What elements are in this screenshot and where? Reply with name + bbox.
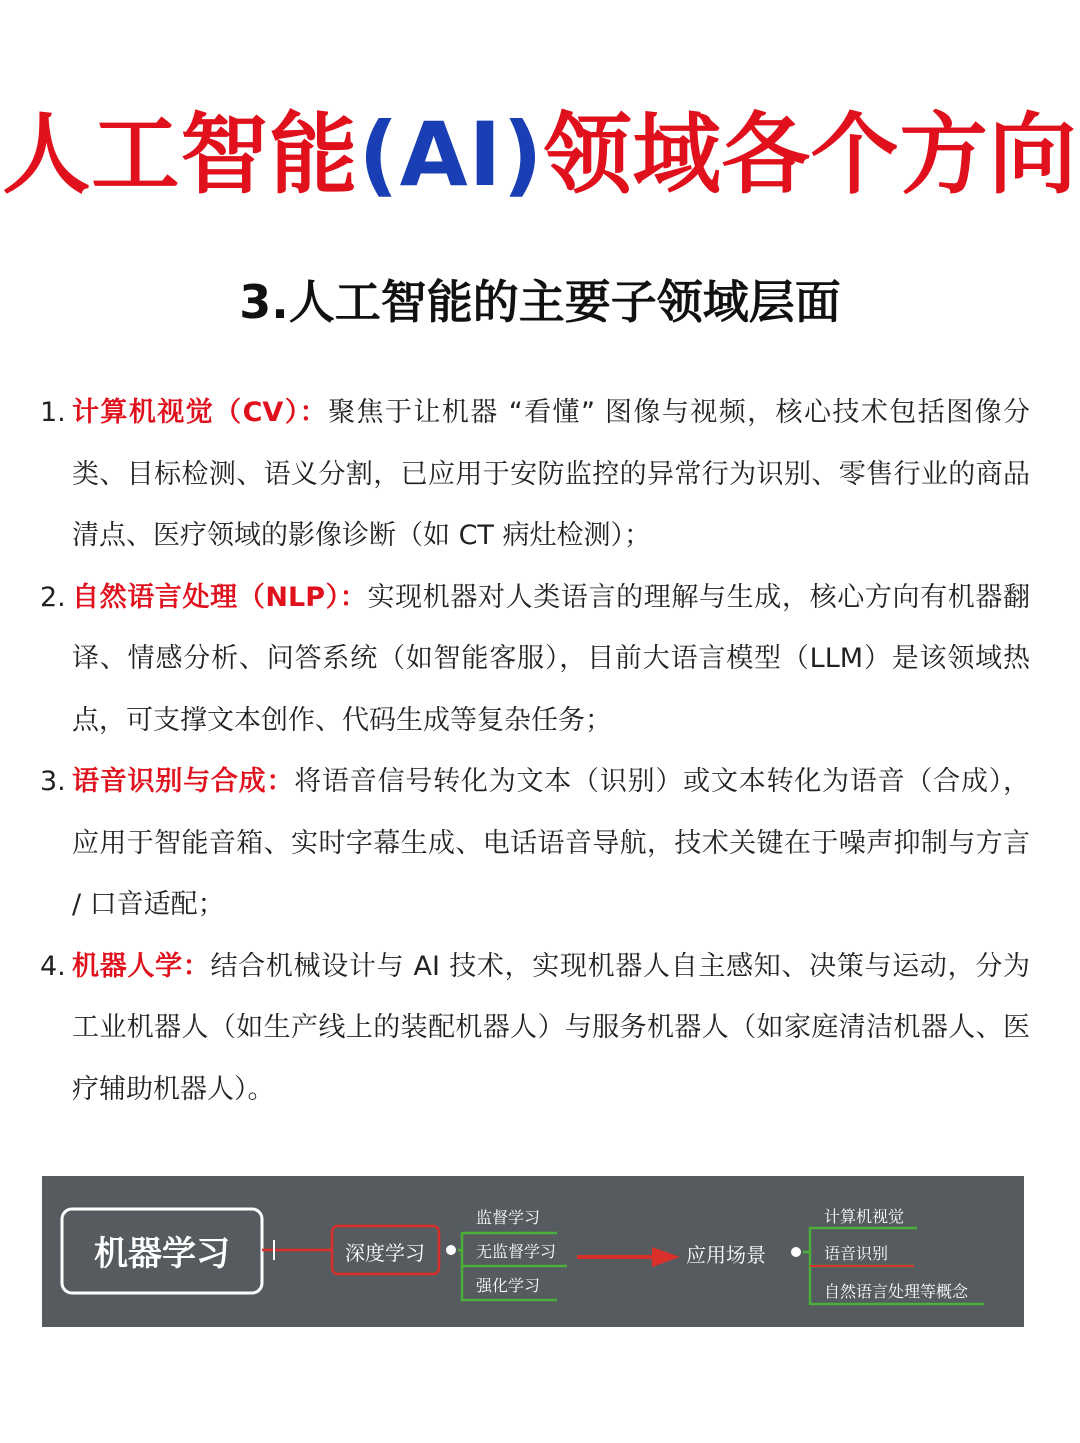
main-title-part3: 领域各个方向 xyxy=(543,103,1078,206)
item-number: 3. xyxy=(40,766,66,797)
list-item xyxy=(40,751,1030,936)
item-label: 自然语言处理（NLP）： xyxy=(72,581,368,613)
mindmap-dot xyxy=(791,1247,801,1257)
main-title-part1: 人工智能 xyxy=(2,103,359,206)
item-number: 1. xyxy=(40,397,66,428)
list-item xyxy=(40,382,1030,567)
mindmap-arrow-head xyxy=(652,1247,680,1267)
main-title xyxy=(0,100,1080,210)
item-text: 聚焦于让机器 “看懂” 图像与视频，核心技术包括图像分类、目标检测、语义分割，已应用于安防监控的异常行为识别、零售行业的商品清点、医疗领域的影像诊断（如 CT 病灶检测）； xyxy=(72,397,1030,551)
item-number: 4. xyxy=(40,950,66,982)
item-number: 2. xyxy=(40,581,66,613)
item-label: 计算机视觉（CV）： xyxy=(72,397,329,428)
section-subtitle: 3.人工智能的主要子领域层面 xyxy=(239,275,841,329)
mindmap-svg xyxy=(42,1176,1024,1327)
mindmap-branch-label: 强化学习 xyxy=(476,1276,541,1295)
mindmap-branch-label: 监督学习 xyxy=(476,1208,541,1227)
mindmap-scenario-label: 语音识别 xyxy=(824,1244,889,1263)
list-item xyxy=(40,936,1030,1121)
mindmap-diagram xyxy=(42,1176,1024,1327)
list-item xyxy=(40,567,1030,752)
item-text: 实现机器对人类语言的理解与生成，核心方向有机器翻译、情感分析、问答系统（如智能客服），目前大语言模型（LLM）是该领域热点，可支撑文本创作、代码生成等复杂任务； xyxy=(72,581,1031,736)
subfield-list xyxy=(40,382,1030,1120)
mindmap-scenario-label: 自然语言处理等概念 xyxy=(824,1282,969,1301)
main-title-ai: (AI) xyxy=(358,103,544,206)
mindmap-root-label: 机器学习 xyxy=(94,1234,230,1274)
mindmap-dot xyxy=(446,1245,456,1255)
mindmap-apply-label: 应用场景 xyxy=(686,1243,766,1267)
mindmap-scenario-label: 计算机视觉 xyxy=(824,1207,905,1226)
item-label: 机器人学： xyxy=(72,950,211,982)
item-text: 将语音信号转化为文本（识别）或文本转化为语音（合成），应用于智能音箱、实时字幕生成、电话语音导航，技术关键在于噪声抑制与方言 / 口音适配； xyxy=(72,766,1031,920)
item-text: 结合机械设计与 AI 技术，实现机器人自主感知、决策与运动，分为工业机器人（如生产线上的装配机器人）与服务机器人（如家庭清洁机器人、医疗辅助机器人）。 xyxy=(72,950,1031,1105)
item-label: 语音识别与合成： xyxy=(72,766,295,797)
mindmap-deep-label: 深度学习 xyxy=(345,1241,425,1265)
mindmap-branch-label: 无监督学习 xyxy=(476,1242,557,1261)
